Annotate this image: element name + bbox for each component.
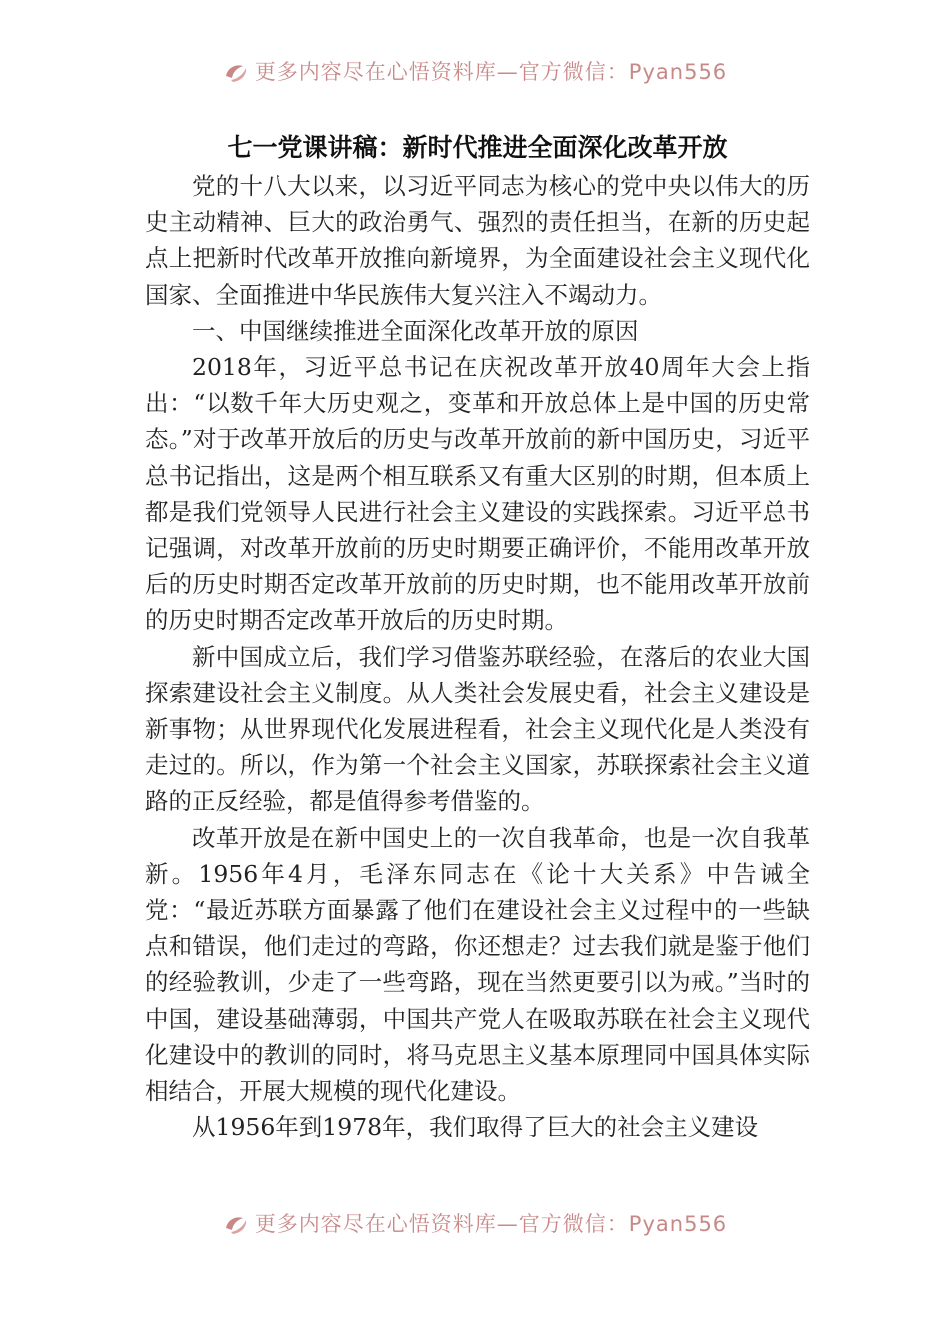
document-body (145, 128, 810, 1145)
paragraph-intro: 党的十八大以来，以习近平同志为核心的党中央以伟大的历史主动精神、巨大的政治勇气、强烈的责任担当，在新的历史起点上把新时代改革开放推向新境界，为全面建设社会主义现代化国家、全面推进中华民族伟大复兴注入不竭动力。 (145, 172, 810, 309)
paragraph: 改革开放是在新中国史上的一次自我革命，也是一次自我革新。1956年4月，毛泽东同志在《论十大关系》中告诫全党：“最近苏联方面暴露了他们在建设社会主义过程中的一些缺点和错误，他们走过的弯路，你还想走？过去我们就是鉴于他们的经验教训，少走了一些弯路，现在当然更要引以为戒。”当时的中国，建设基础薄弱，中国共产党人在吸取苏联在社会主义现代化建设中的教训的同时，将马克思主义基本原理同中国具体实际相结合，开展大规模的现代化建设。 (145, 823, 810, 1106)
paragraph: 新中国成立后，我们学习借鉴苏联经验，在落后的农业大国探索建设社会主义制度。从人类社会发展史看，社会主义建设是新事物；从世界现代化发展进程看，社会主义现代化是人类没有走过的。所以，作为第一个社会主义国家，苏联探索社会主义道路的正反经验，都是值得参考借鉴的。 (145, 642, 810, 816)
header-watermark (0, 56, 950, 86)
logo-icon (223, 1214, 249, 1236)
document-title: 七一党课讲稿：新时代推进全面深化改革开放 (227, 133, 728, 162)
paragraph: 从1956年到1978年，我们取得了巨大的社会主义建设 (192, 1113, 759, 1142)
header-watermark-text: 更多内容尽在心悟资料库—官方微信：Pyan556 (254, 60, 728, 84)
section-heading: 一、中国继续推进全面深化改革开放的原因 (192, 316, 639, 345)
logo-icon (223, 62, 249, 84)
paragraph: 2018年，习近平总书记在庆祝改革开放40周年大会上指出：“以数千年大历史观之，变革和开放总体上是中国的历史常态。”对于改革开放后的历史与改革开放前的新中国历史，习近平总书记指出，这是两个相互联系又有重大区别的时期，但本质上都是我们党领导人民进行社会主义建设的实践探索。习近平总书记强调，对改革开放前的历史时期要正确评价，不能用改革开放后的历史时期否定改革开放前的历史时期，也不能用改革开放前的历史时期否定改革开放后的历史时期。 (145, 353, 810, 635)
footer-watermark-text: 更多内容尽在心悟资料库—官方微信：Pyan556 (254, 1212, 728, 1236)
footer-watermark (0, 1208, 950, 1238)
